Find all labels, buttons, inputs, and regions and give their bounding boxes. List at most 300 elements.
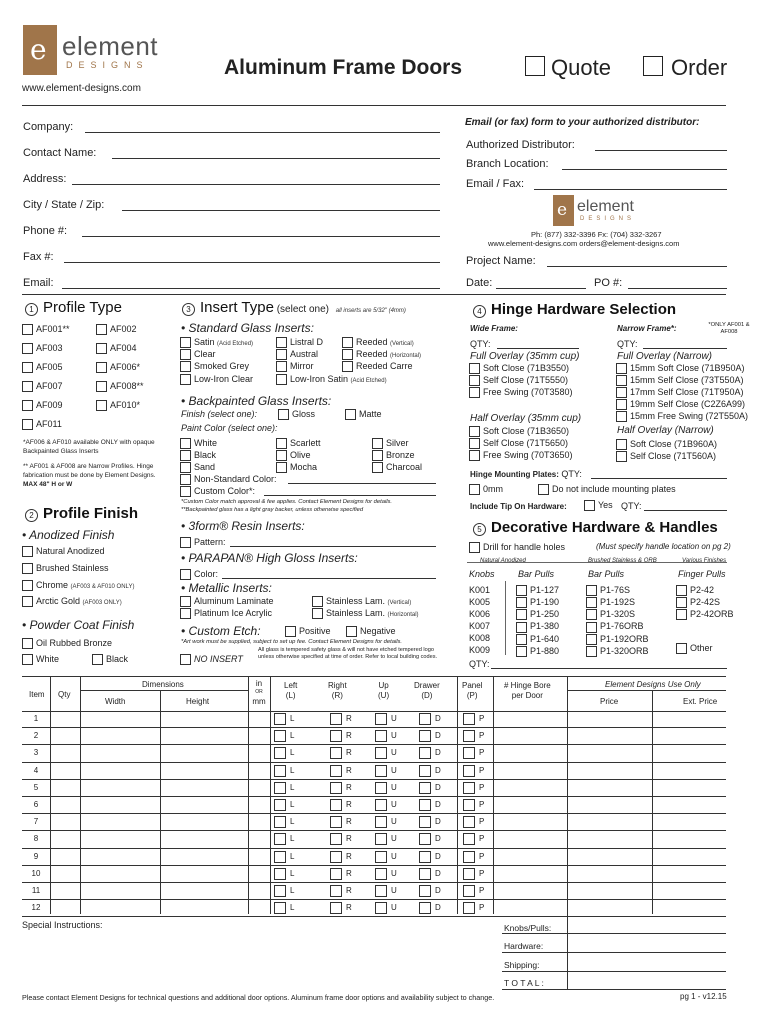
- direction-left-checkbox[interactable]: L: [274, 902, 294, 914]
- direction-up-checkbox[interactable]: U: [375, 816, 397, 828]
- col-up: Up (U): [378, 681, 390, 700]
- section-number: 5: [473, 523, 486, 536]
- profile-af010[interactable]: AF010*: [96, 400, 140, 411]
- brand-sub: DESIGNS: [66, 60, 149, 70]
- direction-right-checkbox[interactable]: R: [330, 902, 352, 914]
- natural-label: Natural Anodized: [480, 558, 526, 564]
- color-white[interactable]: White: [180, 438, 217, 449]
- hinge-w-soft[interactable]: Soft Close (71B3550): [469, 363, 569, 374]
- custom-color-field[interactable]: [264, 495, 436, 496]
- direction-drawer-checkbox[interactable]: D: [419, 851, 441, 863]
- table-top-border: [22, 676, 726, 677]
- no-insert[interactable]: NO INSERT: [180, 654, 243, 665]
- anodized-heading: • Anodized Finish: [22, 528, 115, 542]
- phone-label: Phone #:: [23, 225, 68, 237]
- finish-brushed[interactable]: Brushed Stainless: [22, 563, 109, 574]
- direction-right-checkbox[interactable]: R: [330, 747, 352, 759]
- parapan-color-field[interactable]: [222, 578, 436, 579]
- tipon-label: Include Tip On Hardware:: [470, 502, 567, 511]
- direction-panel-checkbox[interactable]: P: [463, 902, 484, 914]
- email-label: Email:: [23, 277, 54, 289]
- table-row: [22, 797, 726, 814]
- header-divider: [22, 105, 726, 106]
- table-row: [22, 745, 726, 762]
- page-title: Aluminum Frame Doors: [224, 56, 463, 79]
- parapan-color[interactable]: Color:: [180, 569, 218, 580]
- color-charcoal[interactable]: Charcoal: [372, 462, 422, 473]
- shipping-field[interactable]: [502, 971, 726, 972]
- knob-item[interactable]: K001: [469, 585, 491, 595]
- insert-type-header: [182, 299, 406, 316]
- total-label: T O T A L :: [504, 978, 544, 988]
- direction-panel-checkbox[interactable]: P: [463, 833, 484, 845]
- direction-right-checkbox[interactable]: R: [330, 713, 352, 725]
- company-field[interactable]: [85, 132, 440, 133]
- full-wide-heading: Full Overlay (35mm cup): [470, 351, 580, 362]
- quote-label: Quote: [551, 55, 611, 80]
- quote-checkbox[interactable]: [525, 56, 548, 76]
- address-label: Address:: [23, 173, 67, 185]
- direction-up-checkbox[interactable]: U: [375, 799, 397, 811]
- footer-note: Please contact Element Designs for technical questions and additional door options. Aluminum frame door options and availability subject to change.: [22, 993, 495, 1002]
- direction-up-checkbox[interactable]: U: [375, 868, 397, 880]
- insert-austral[interactable]: Austral: [276, 349, 318, 360]
- brand-logo: e: [23, 25, 57, 75]
- pattern-field[interactable]: [230, 546, 436, 547]
- hinge-n-17self[interactable]: 17mm Self Close (71T950A): [616, 387, 744, 398]
- hinge-hn-self[interactable]: Self Close (71T560A): [616, 451, 716, 462]
- narrow-qty-field[interactable]: [643, 348, 727, 349]
- threeform-pattern[interactable]: Pattern:: [180, 537, 226, 548]
- direction-panel-checkbox[interactable]: P: [463, 765, 484, 777]
- insert-note: all inserts are 5/32" (4mm): [335, 308, 406, 314]
- section-title: Insert Type: [200, 299, 274, 316]
- table-row: [22, 866, 726, 883]
- distributor-email-field[interactable]: [534, 189, 727, 190]
- finger-list: [676, 584, 734, 620]
- direction-right-checkbox[interactable]: R: [330, 851, 352, 863]
- hinge-hw-soft[interactable]: Soft Close (71B3650): [469, 426, 569, 437]
- row-number: 10: [31, 868, 41, 878]
- color-scarlett[interactable]: Scarlett: [276, 438, 321, 449]
- total-field[interactable]: [502, 989, 726, 990]
- insert-reeded-v[interactable]: Reeded (Vertical): [342, 337, 414, 348]
- direction-right-checkbox[interactable]: R: [330, 730, 352, 742]
- mount-none[interactable]: Do not include mounting plates: [538, 484, 676, 495]
- direction-drawer-checkbox[interactable]: D: [419, 799, 441, 811]
- direction-drawer-checkbox[interactable]: D: [419, 713, 441, 725]
- col-dimensions: Dimensions: [142, 680, 184, 689]
- decorative-qty-label: QTY:: [469, 659, 490, 669]
- table-row: [22, 831, 726, 848]
- bar-item[interactable]: P1-880: [516, 645, 559, 657]
- col-drawer: Drawer (D): [414, 681, 440, 700]
- metal-platinum[interactable]: Platinum Ice Acrylic: [180, 608, 272, 619]
- color-sand[interactable]: Sand: [180, 462, 215, 473]
- direction-drawer-checkbox[interactable]: D: [419, 765, 441, 777]
- direction-drawer-checkbox[interactable]: D: [419, 782, 441, 794]
- insert-listral[interactable]: Listral D: [276, 337, 323, 348]
- profile-af009[interactable]: AF009: [22, 400, 63, 411]
- row-number: 7: [33, 817, 39, 827]
- brand-sub-small: DESIGNS: [580, 216, 636, 222]
- hinge-n-15self[interactable]: 15mm Self Close (73T550A): [616, 375, 744, 386]
- profile-af007[interactable]: AF007: [22, 381, 63, 392]
- special-label: Special Instructions:: [22, 920, 103, 930]
- direction-up-checkbox[interactable]: U: [375, 713, 397, 725]
- metal-ss-v[interactable]: Stainless Lam. (Vertical): [312, 596, 411, 607]
- glass-note: All glass is tempered safety glass & will not have etched tempered logo unless otherwise specified at time of order. Refer to local building codes.: [258, 647, 438, 660]
- etch-negative[interactable]: Negative: [346, 626, 396, 637]
- order-checkbox[interactable]: [643, 56, 666, 76]
- direction-panel-checkbox[interactable]: P: [463, 799, 484, 811]
- insert-lowiron-satin[interactable]: Low-Iron Satin (Acid Etched): [276, 374, 387, 385]
- branch-label: Branch Location:: [466, 158, 549, 170]
- knob-col-divider: [505, 581, 506, 655]
- direction-panel-checkbox[interactable]: P: [463, 730, 484, 742]
- tipon-qty-field[interactable]: [644, 510, 727, 511]
- insert-smoked[interactable]: Smoked Grey: [180, 361, 249, 372]
- table-row: [22, 849, 726, 866]
- direction-panel-checkbox[interactable]: P: [463, 782, 484, 794]
- contact-label: Contact Name:: [23, 147, 97, 159]
- insert-reeded-carre[interactable]: Reeded Carre: [342, 361, 413, 372]
- knob-item[interactable]: K006: [469, 609, 491, 619]
- finger-other[interactable]: Other: [676, 643, 713, 654]
- row-number: 12: [31, 903, 41, 913]
- profile-finish-header: [25, 505, 138, 522]
- insert-mirror[interactable]: Mirror: [276, 361, 314, 372]
- bar-list: [516, 584, 559, 657]
- direction-left-checkbox[interactable]: L: [274, 833, 294, 845]
- profile-note-2: ** AF001 & AF008 are Narrow Profiles. Hinge fabrication must be done by Element Designs. MAX 48" H or W: [23, 463, 156, 488]
- direction-right-checkbox[interactable]: R: [330, 816, 352, 828]
- section-title: Profile Finish: [43, 505, 139, 522]
- direction-drawer-checkbox[interactable]: D: [419, 730, 441, 742]
- col-height: Height: [186, 697, 210, 706]
- half-narrow-heading: Half Overlay (Narrow): [617, 425, 714, 436]
- metallic-heading: • Metallic Inserts:: [181, 581, 272, 595]
- narrow-frame-label: Narrow Frame*:: [617, 324, 677, 333]
- direction-drawer-checkbox[interactable]: D: [419, 816, 441, 828]
- direction-up-checkbox[interactable]: U: [375, 851, 397, 863]
- direction-left-checkbox[interactable]: L: [274, 747, 294, 759]
- decorative-qty-field[interactable]: [491, 668, 727, 669]
- wide-frame-label: Wide Frame:: [470, 324, 518, 333]
- row-number: 3: [33, 748, 39, 758]
- wide-qty-field[interactable]: [497, 348, 579, 349]
- tipon-qty-label: QTY:: [621, 501, 642, 511]
- finish-white[interactable]: White: [22, 654, 59, 665]
- knob-item[interactable]: K009: [469, 645, 491, 655]
- custom-color[interactable]: Custom Color*:: [180, 486, 255, 497]
- direction-right-checkbox[interactable]: R: [330, 868, 352, 880]
- brand-logo-small: e: [553, 195, 574, 226]
- metal-ss-h[interactable]: Stainless Lam. (Horizontal): [312, 608, 419, 619]
- email-field[interactable]: [62, 288, 440, 289]
- mounting-qty-field[interactable]: [591, 478, 727, 479]
- direction-panel-checkbox[interactable]: P: [463, 868, 484, 880]
- col-price: Price: [600, 697, 619, 706]
- brushed-label: Brushed Stainless & ORB: [588, 558, 657, 564]
- bar-item[interactable]: P1-127: [516, 584, 559, 596]
- tipon-yes[interactable]: Yes: [584, 500, 613, 511]
- finish-matte[interactable]: Matte: [345, 409, 382, 420]
- nonstd-color-field[interactable]: [288, 483, 436, 484]
- color-silver[interactable]: Silver: [372, 438, 409, 449]
- decorative-divider: [467, 562, 727, 563]
- finger-item[interactable]: P2-42: [676, 584, 734, 596]
- direction-up-checkbox[interactable]: U: [375, 833, 397, 845]
- finish-arctic[interactable]: Arctic Gold (AF003 ONLY): [22, 596, 122, 607]
- row-number: 2: [33, 731, 39, 741]
- dim-divider: [80, 690, 248, 691]
- direction-up-checkbox[interactable]: U: [375, 885, 397, 897]
- profile-af004[interactable]: AF004: [96, 343, 137, 354]
- mounting-label: Hinge Mounting Plates: QTY:: [470, 469, 582, 479]
- brand-url: www.element-designs.com: [22, 83, 141, 94]
- custom-note-2: **Backpainted glass has a light gray backer, unless otherwise specified: [181, 507, 364, 513]
- bar2-item[interactable]: P1-192ORB: [586, 633, 649, 645]
- city-field[interactable]: [122, 210, 440, 211]
- row-number: 8: [33, 834, 39, 844]
- knobs-total-field[interactable]: [502, 933, 726, 934]
- bar2-item[interactable]: P1-76ORB: [586, 620, 649, 632]
- hinge-n-15soft[interactable]: 15mm Soft Close (71B950A): [616, 363, 745, 374]
- page-number: pg 1 - v12.15: [680, 992, 727, 1001]
- row-number: 4: [33, 765, 39, 775]
- shipping-label: Shipping:: [504, 960, 540, 970]
- color-mocha[interactable]: Mocha: [276, 462, 317, 473]
- direction-panel-checkbox[interactable]: P: [463, 713, 484, 725]
- knob-item[interactable]: K005: [469, 597, 491, 607]
- direction-left-checkbox[interactable]: L: [274, 851, 294, 863]
- section-title: Profile Type: [43, 299, 122, 316]
- table-row: [22, 711, 726, 728]
- row-number: 11: [31, 886, 41, 895]
- profile-af001[interactable]: AF001**: [22, 324, 70, 335]
- direction-panel-checkbox[interactable]: P: [463, 885, 484, 897]
- direction-drawer-checkbox[interactable]: D: [419, 747, 441, 759]
- hinge-hw-self[interactable]: Self Close (71T5650): [469, 438, 568, 449]
- direction-left-checkbox[interactable]: L: [274, 868, 294, 880]
- knob-item[interactable]: K007: [469, 621, 491, 631]
- table-row: [22, 883, 726, 900]
- contact-field[interactable]: [112, 158, 440, 159]
- direction-up-checkbox[interactable]: U: [375, 765, 397, 777]
- date-field[interactable]: [496, 288, 586, 289]
- phone-field[interactable]: [82, 236, 440, 237]
- profile-af011[interactable]: AF011: [22, 419, 62, 430]
- direction-drawer-checkbox[interactable]: D: [419, 833, 441, 845]
- finish-chrome[interactable]: Chrome (AF003 & AF010 ONLY): [22, 580, 134, 591]
- direction-left-checkbox[interactable]: L: [274, 816, 294, 828]
- color-bronze[interactable]: Bronze: [372, 450, 415, 461]
- color-black[interactable]: Black: [180, 450, 216, 461]
- company-label: Company:: [23, 121, 74, 133]
- col-units: in OR mm: [252, 679, 266, 706]
- section-title: Hinge Hardware Selection: [491, 301, 677, 318]
- backpainted-heading: • Backpainted Glass Inserts:: [181, 394, 332, 408]
- finish-gloss[interactable]: Gloss: [278, 409, 315, 420]
- paint-color-label: Paint Color (select one):: [181, 423, 278, 433]
- bar-pulls2-header: Bar Pulls: [588, 569, 625, 579]
- direction-panel-checkbox[interactable]: P: [463, 816, 484, 828]
- project-label: Project Name:: [466, 255, 536, 267]
- profile-note-1: *AF006 & AF010 available ONLY with opaque Backpainted Glass Inserts: [23, 439, 155, 455]
- full-narrow-heading: Full Overlay (Narrow): [617, 351, 713, 362]
- color-olive[interactable]: Olive: [276, 450, 311, 461]
- hinge-w-self[interactable]: Self Close (71T5550): [469, 375, 568, 386]
- distributor-contact-1: Ph: (877) 332-3396 Fx: (704) 332-3267: [531, 230, 662, 239]
- direction-right-checkbox[interactable]: R: [330, 833, 352, 845]
- order-label: Order: [671, 55, 728, 80]
- section-number: 4: [473, 305, 486, 318]
- finger-item[interactable]: P2-42ORB: [676, 608, 734, 620]
- direction-left-checkbox[interactable]: L: [274, 765, 294, 777]
- direction-left-checkbox[interactable]: L: [274, 782, 294, 794]
- knob-item[interactable]: K008: [469, 633, 491, 643]
- project-field[interactable]: [547, 266, 727, 267]
- po-label: PO #:: [594, 277, 623, 289]
- decorative-header: [473, 519, 718, 536]
- col-ext-price: Ext. Price: [683, 697, 718, 706]
- profile-af006[interactable]: AF006*: [96, 362, 140, 373]
- hinge-n-19self[interactable]: 19mm Self Close (C2Z6A99): [616, 399, 745, 410]
- distributor-email-label: Email / Fax:: [466, 178, 525, 190]
- insert-reeded-h[interactable]: Reeded (Horizontal): [342, 349, 421, 360]
- finger-item[interactable]: P2-42S: [676, 596, 734, 608]
- hinge-hn-soft[interactable]: Soft Close (71B960A): [616, 439, 717, 450]
- po-field[interactable]: [628, 288, 727, 289]
- direction-drawer-checkbox[interactable]: D: [419, 902, 441, 914]
- knobs-header: Knobs: [469, 569, 495, 579]
- narrow-qty-label: QTY:: [617, 339, 638, 349]
- direction-panel-checkbox[interactable]: P: [463, 747, 484, 759]
- finger-pulls-header: Finger Pulls: [678, 569, 726, 579]
- city-label: City / State / Zip:: [23, 199, 105, 211]
- profile-type-header: [25, 299, 122, 316]
- half-wide-heading: Half Overlay (35mm cup): [470, 413, 582, 424]
- brand-name: element: [62, 31, 158, 61]
- direction-up-checkbox[interactable]: U: [375, 747, 397, 759]
- date-label: Date:: [466, 277, 493, 289]
- direction-drawer-checkbox[interactable]: D: [419, 885, 441, 897]
- row-number: 6: [33, 800, 39, 809]
- hinge-w-free[interactable]: Free Swing (70T3580): [469, 387, 573, 398]
- direction-up-checkbox[interactable]: U: [375, 902, 397, 914]
- wide-qty-label: QTY:: [470, 339, 491, 349]
- parapan-heading: • PARAPAN® High Gloss Inserts:: [181, 551, 358, 565]
- direction-left-checkbox[interactable]: L: [274, 730, 294, 742]
- address-field[interactable]: [72, 184, 440, 185]
- insert-satin[interactable]: Satin (Acid Etched): [180, 337, 253, 348]
- nonstd-color[interactable]: Non-Standard Color:: [180, 474, 277, 485]
- bar2-item[interactable]: P1-320S: [586, 608, 649, 620]
- drill-note: (Must specify handle location on pg 2): [596, 542, 731, 551]
- threeform-heading: • 3form® Resin Inserts:: [181, 519, 305, 533]
- direction-left-checkbox[interactable]: L: [274, 885, 294, 897]
- bar-pulls-header: Bar Pulls: [518, 569, 555, 579]
- bar-item[interactable]: P1-640: [516, 633, 559, 645]
- finish-select-label: Finish (select one):: [181, 409, 258, 419]
- mount-0mm[interactable]: 0mm: [469, 484, 503, 495]
- direction-left-checkbox[interactable]: L: [274, 713, 294, 725]
- bar-item[interactable]: P1-250: [516, 608, 559, 620]
- distributor-field[interactable]: [595, 150, 727, 151]
- knob-list: [469, 584, 490, 656]
- col-right: Right (R): [328, 681, 347, 700]
- bar2-item[interactable]: P1-76S: [586, 584, 649, 596]
- finish-oil[interactable]: Oil Rubbed Bronze: [22, 638, 112, 649]
- col-width: Width: [105, 697, 126, 706]
- fax-label: Fax #:: [23, 251, 54, 263]
- direction-left-checkbox[interactable]: L: [274, 799, 294, 811]
- section-number: 2: [25, 509, 38, 522]
- narrow-frame-note: *ONLY AF001 & AF008: [708, 322, 750, 335]
- direction-panel-checkbox[interactable]: P: [463, 851, 484, 863]
- fax-field[interactable]: [64, 262, 440, 263]
- col-qty: Qty: [58, 690, 71, 699]
- direction-right-checkbox[interactable]: R: [330, 782, 352, 794]
- bar2-item[interactable]: P1-192S: [586, 596, 649, 608]
- direction-right-checkbox[interactable]: R: [330, 799, 352, 811]
- bar-item[interactable]: P1-380: [516, 620, 559, 632]
- various-label: Various Finishes: [682, 558, 727, 564]
- col-bore: # Hinge Bore per Door: [504, 681, 551, 700]
- direction-up-checkbox[interactable]: U: [375, 730, 397, 742]
- metal-aluminum[interactable]: Aluminum Laminate: [180, 596, 274, 607]
- row-number: 5: [33, 782, 39, 792]
- direction-drawer-checkbox[interactable]: D: [419, 868, 441, 880]
- bar-item[interactable]: P1-190: [516, 596, 559, 608]
- etch-heading: • Custom Etch:: [181, 624, 261, 638]
- section-title: Decorative Hardware & Handles: [491, 519, 718, 536]
- drill-handles[interactable]: Drill for handle holes: [469, 542, 565, 553]
- table-row: [22, 728, 726, 745]
- insert-lowiron[interactable]: Low-Iron Clear: [180, 374, 253, 385]
- profile-af005[interactable]: AF005: [22, 362, 63, 373]
- knobs-total-label: Knobs/Pulls:: [504, 923, 552, 933]
- table-row: [22, 814, 726, 831]
- hinge-hw-free[interactable]: Free Swing (70T3650): [469, 450, 573, 461]
- section-divider: [22, 294, 726, 295]
- use-only-divider: [567, 690, 726, 691]
- distributor-contact-2: www.element-designs.com orders@element-designs.com: [488, 239, 680, 248]
- profile-af008[interactable]: AF008**: [96, 381, 144, 392]
- profile-af003[interactable]: AF003: [22, 343, 63, 354]
- distributor-heading: Email (or fax) form to your authorized distributor:: [465, 117, 700, 128]
- col-panel: Panel (P): [462, 681, 483, 700]
- finish-natural[interactable]: Natural Anodized: [22, 546, 105, 557]
- direction-right-checkbox[interactable]: R: [330, 885, 352, 897]
- etch-positive[interactable]: Positive: [285, 626, 331, 637]
- row-number: 1: [33, 714, 39, 723]
- profile-af002[interactable]: AF002: [96, 324, 137, 335]
- finish-black[interactable]: Black: [92, 654, 128, 665]
- section-number: 3: [182, 303, 195, 316]
- hinge-n-15free[interactable]: 15mm Free Swing (72T550A): [616, 411, 748, 422]
- direction-right-checkbox[interactable]: R: [330, 765, 352, 777]
- direction-up-checkbox[interactable]: U: [375, 782, 397, 794]
- bar2-item[interactable]: P1-320ORB: [586, 645, 649, 657]
- distributor-label: Authorized Distributor:: [466, 139, 575, 151]
- insert-clear[interactable]: Clear: [180, 349, 216, 360]
- hardware-total-field[interactable]: [502, 952, 726, 953]
- hardware-total-label: Hardware:: [504, 941, 544, 951]
- branch-field[interactable]: [562, 169, 727, 170]
- section-number: 1: [25, 303, 38, 316]
